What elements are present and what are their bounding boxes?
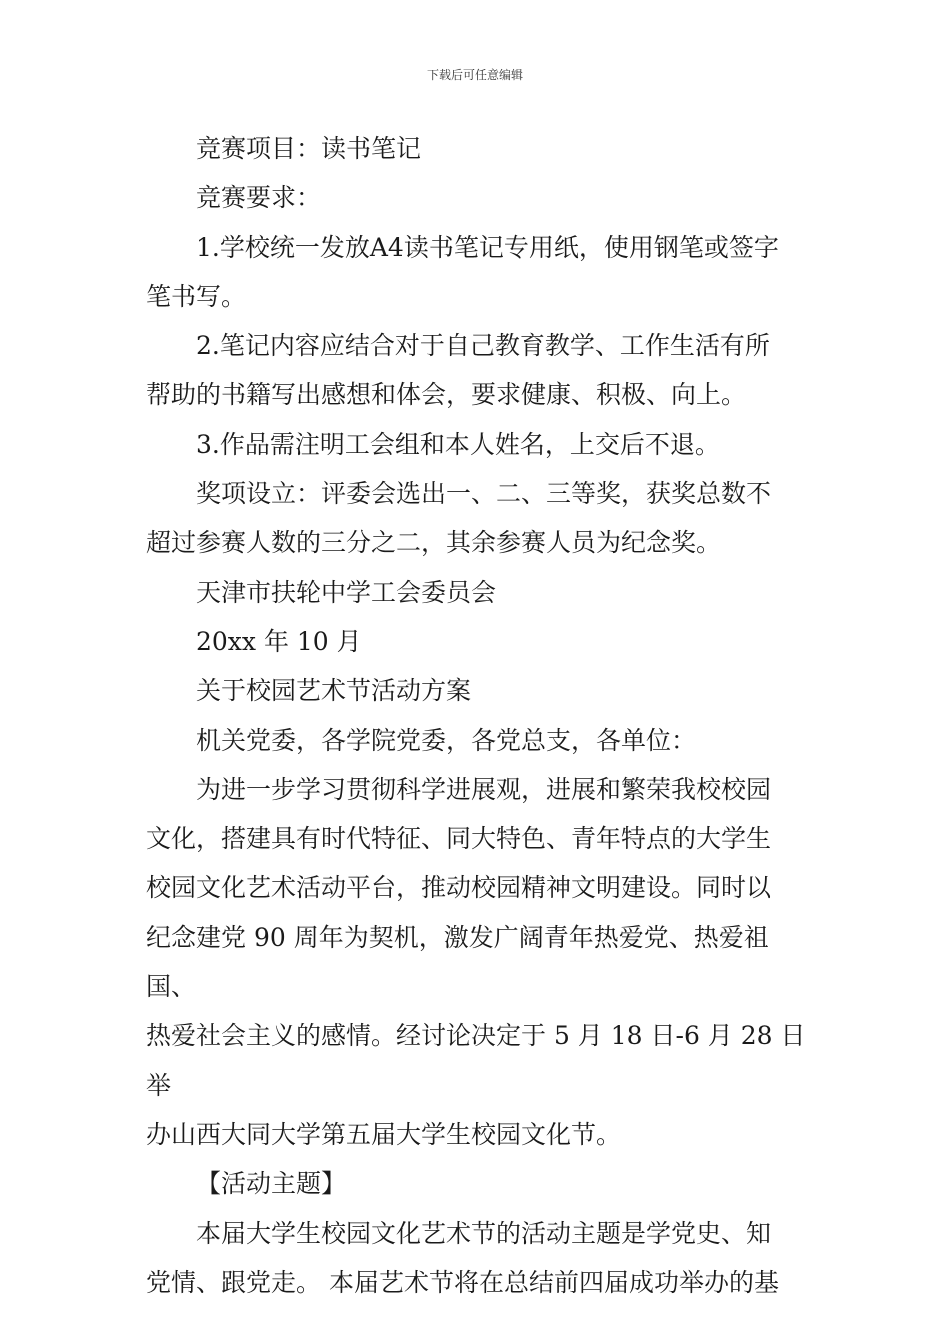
text-line: 奖项设立：评委会选出一、二、三等奖，获奖总数不 bbox=[196, 479, 772, 509]
salutation: 机关党委，各学院党委，各党总支，各单位： bbox=[196, 725, 697, 755]
section-heading: 【活动主题】 bbox=[196, 1169, 347, 1199]
text-line: 1.学校统一发放A4读书笔记专用纸，使用钢笔或签字 bbox=[196, 232, 779, 262]
text-line: 笔书写。 bbox=[146, 281, 247, 311]
document-body bbox=[146, 124, 816, 1307]
text-line: 竞赛要求： bbox=[196, 183, 322, 213]
signature-date: 20xx 年 10 月 bbox=[196, 626, 362, 656]
text-line: 2.笔记内容应结合对于自己教育教学、工作生活有所 bbox=[196, 331, 770, 361]
section-title: 关于校园艺术节活动方案 bbox=[196, 676, 472, 706]
text-line: 为进一步学习贯彻科学进展观，进展和繁荣我校校园 bbox=[196, 774, 772, 804]
signature-org: 天津市扶轮中学工会委员会 bbox=[196, 577, 497, 607]
text-line: 3.作品需注明工会组和本人姓名，上交后不退。 bbox=[196, 429, 720, 459]
text-line: 党情、跟党走。 本届艺术节将在总结前四届成功举办的基 bbox=[146, 1267, 779, 1297]
text-line: 帮助的书籍写出感想和体会，要求健康、积极、向上。 bbox=[146, 380, 747, 410]
text-line: 热爱社会主义的感情。经讨论决定于 5 月 18 日-6 月 28 日举 bbox=[146, 1021, 806, 1100]
text-line: 文化，搭建具有时代特征、同大特色、青年特点的大学生 bbox=[146, 824, 772, 854]
text-line: 本届大学生校园文化艺术节的活动主题是学党史、知 bbox=[196, 1218, 772, 1248]
text-line: 竞赛项目：读书笔记 bbox=[196, 134, 422, 163]
text-line: 校园文化艺术活动平台，推动校园精神文明建设。同时以 bbox=[146, 873, 772, 903]
text-line: 办山西大同大学第五届大学生校园文化节。 bbox=[146, 1119, 622, 1149]
text-line: 纪念建党 90 周年为契机，激发广阔青年热爱党、热爱祖国、 bbox=[146, 922, 769, 1002]
text-line: 超过参赛人数的三分之二，其余参赛人员为纪念奖。 bbox=[146, 528, 722, 558]
page-header-note: 下载后可任意编辑 bbox=[426, 68, 523, 82]
